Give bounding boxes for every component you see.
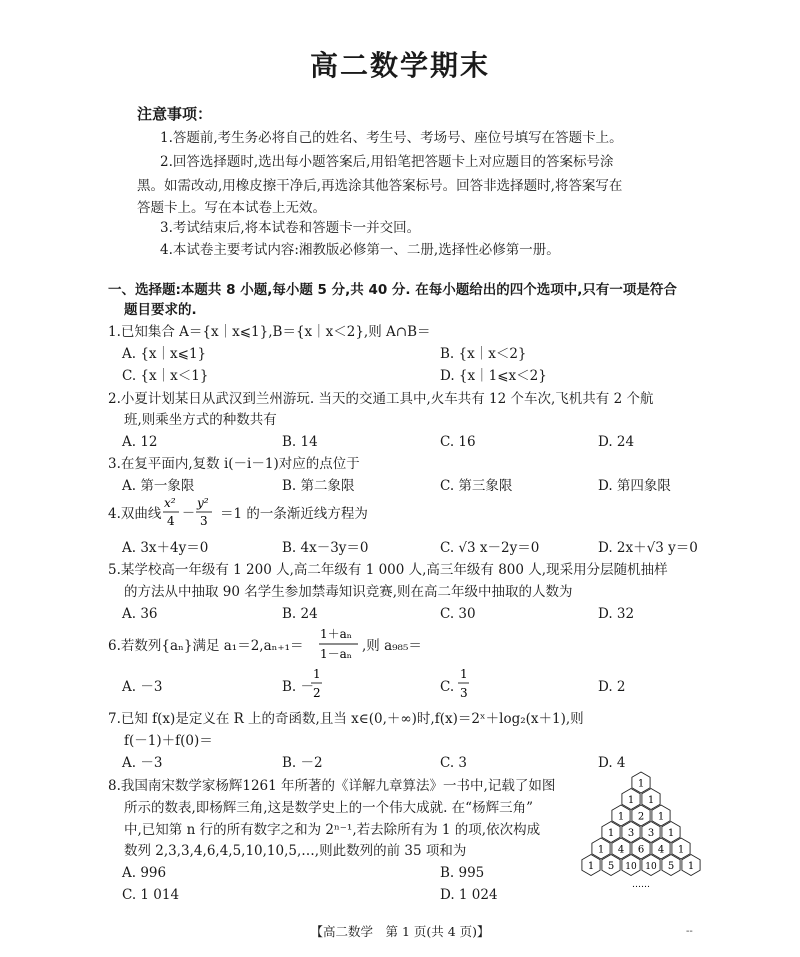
q2-option-b: B. 14	[282, 434, 318, 450]
q1-option-d: D. {x｜1⩽x＜2}	[440, 368, 547, 384]
q7-option-a: A. －3	[122, 755, 163, 771]
q3-option-c: C. 第三象限	[440, 478, 513, 494]
q4-option-b: B. 4x－3y＝0	[282, 540, 369, 556]
triangle-number: 4	[657, 844, 665, 856]
triangle-number: 10	[645, 862, 657, 872]
svg-text:3: 3	[200, 514, 208, 528]
q2-option-c: C. 16	[440, 434, 476, 450]
q8-stem-cont: 中,已知第 n 行的所有数字之和为 2ⁿ⁻¹,若去除所有为 1 的项,依次构成	[124, 822, 541, 838]
q4-stem-pre: 4.双曲线	[108, 506, 162, 522]
page-title: 高二数学期末	[309, 49, 490, 82]
q4-hyperbola-formula	[161, 494, 219, 532]
page-footer: 【高二数学 第 1 页(共 4 页)】	[310, 924, 490, 939]
q6-option-c-label: C.	[440, 679, 455, 695]
q7-stem: 7.已知 f(x)是定义在 R 上的奇函数,且当 x∈(0,＋∞)时,f(x)＝2ˣ＋log₂(x＋1),则	[108, 711, 584, 727]
triangle-number: 5	[667, 861, 675, 872]
q7-option-b: B. －2	[282, 755, 323, 771]
q8-stem-cont: 所示的数表,即杨辉三角,这是数学史上的一个伟大成就. 在“杨辉三角”	[124, 800, 533, 816]
svg-text:y²: y²	[197, 496, 209, 510]
q6-recurrence-fraction	[318, 624, 360, 664]
q8-stem: 8.我国南宋数学家杨辉1261 年所著的《详解九章算法》一书中,记载了如图	[108, 778, 556, 794]
q5-option-d: D. 32	[598, 606, 635, 622]
q7-stem-cont: f(－1)＋f(0)＝	[124, 733, 213, 749]
q6-option-b-label: B. －	[282, 679, 315, 695]
triangle-number: 1	[687, 861, 695, 872]
q1-option-a: A. {x｜x⩽1}	[122, 346, 207, 362]
q6-stem-pre: 6.若数列{aₙ}满足 a₁＝2,aₙ₊₁＝	[108, 638, 304, 654]
triangle-number: 1	[657, 811, 665, 823]
q8-option-c: C. 1 014	[122, 887, 180, 903]
notice-heading: 注意事项：	[137, 105, 213, 123]
svg-text:2: 2	[313, 686, 321, 700]
triangle-number: 3	[627, 828, 635, 839]
triangle-number: 1	[677, 844, 685, 856]
q6-option-c	[440, 677, 454, 697]
q2-stem: 2.小夏计划某日从武汉到兰州游玩. 当天的交通工具中,火车共有 12 个车次,飞机共有 2 个航	[108, 391, 654, 407]
q3-option-b: B. 第二象限	[282, 478, 355, 494]
yang-hui-triangle-figure	[576, 768, 706, 894]
q1-stem: 1.已知集合 A＝{x｜x⩽1},B＝{x｜x＜2},则 A∩B＝	[108, 324, 431, 340]
triangle-number: 10	[625, 862, 637, 872]
triangle-number: 1	[647, 795, 655, 806]
q8-option-d: D. 1 024	[440, 887, 498, 903]
triangle-number: 5	[607, 861, 615, 872]
notice-line: 黑。如需改动,用橡皮擦干净后,再选涂其他答案标号。回答非选择题时,将答案写在	[137, 178, 623, 194]
q5-stem-cont: 的方法从中抽取 90 名学生参加禁毒知识竞赛,则在高二年级中抽取的人数为	[124, 584, 573, 600]
q5-stem: 5.某学校高一年级有 1 200 人,高二年级有 1 000 人,高三年级有 800 人,现采用分层随机抽样	[108, 562, 668, 578]
notice-line: 2.回答选择题时,选出每小题答案后,用铅笔把答题卡上对应题目的答案标号涂	[160, 154, 614, 170]
triangle-number: 1	[587, 861, 595, 872]
q3-option-d: D. 第四象限	[598, 478, 671, 494]
triangle-number: 1	[637, 778, 645, 790]
triangle-number: 1	[597, 844, 605, 856]
notice-line: 3.考试结束后,将本试卷和答题卡一并交回。	[160, 220, 421, 236]
svg-text:1: 1	[460, 667, 468, 681]
section-heading: 一、选择题:本题共 8 小题,每小题 5 分,共 40 分. 在每小题给出的四个选项中,只有一项是符合	[108, 282, 677, 298]
notice-line: 1.答题前,考生务必将自己的姓名、考生号、考场号、座位号填写在答题卡上。	[160, 130, 623, 146]
q6-option-b-fraction	[310, 665, 324, 703]
q2-option-d: D. 24	[598, 434, 635, 450]
q8-option-a: A. 996	[122, 865, 167, 881]
triangle-number: 4	[617, 844, 625, 856]
notice-line: 答题卡上。写在本试卷上无效。	[137, 200, 326, 216]
q6-option-c-fraction	[457, 665, 471, 703]
svg-text:4: 4	[167, 514, 175, 528]
q6-stem-post: ,则 a₉₈₅＝	[362, 638, 422, 654]
q8-stem-cont: 数列 2,3,3,4,6,4,5,10,10,5,…,则此数列的前 35 项和为	[124, 843, 467, 859]
triangle-number: 1	[607, 828, 615, 839]
svg-text:1＋aₙ: 1＋aₙ	[320, 627, 352, 641]
svg-text:1: 1	[313, 667, 321, 681]
q5-option-c: C. 30	[440, 606, 476, 622]
triangle-number: 3	[647, 828, 655, 839]
q1-option-b: B. {x｜x＜2}	[440, 346, 527, 362]
q4-stem-post: ＝1 的一条渐近线方程为	[220, 506, 368, 522]
q2-option-a: A. 12	[122, 434, 158, 450]
notice-line: 4.本试卷主要考试内容:湘教版必修第一、二册,选择性必修第一册。	[160, 242, 560, 258]
svg-text:x²: x²	[164, 496, 176, 510]
q5-option-a: A. 36	[122, 606, 158, 622]
q3-stem: 3.在复平面内,复数 i(－i－1)对应的点位于	[108, 456, 360, 472]
q4-option-a: A. 3x＋4y＝0	[122, 540, 209, 556]
triangle-number: 6	[637, 844, 645, 856]
triangle-ellipsis: ……	[632, 880, 650, 890]
q2-stem-cont: 班,则乘坐方式的种数共有	[124, 412, 277, 428]
q6-option-d: D. 2	[598, 679, 626, 695]
triangle-number: 1	[627, 795, 635, 806]
q7-option-d: D. 4	[598, 755, 626, 771]
q6-option-a: A. －3	[122, 679, 163, 695]
q3-option-a: A. 第一象限	[122, 478, 195, 494]
triangle-number: 2	[637, 811, 645, 823]
q5-option-b: B. 24	[282, 606, 318, 622]
svg-text:1－aₙ: 1－aₙ	[320, 647, 352, 661]
q4-option-c: C. √3 x－2y＝0	[440, 540, 540, 556]
corner-mark: --	[686, 926, 693, 937]
q7-option-c: C. 3	[440, 755, 468, 771]
section-heading-cont: 题目要求的.	[124, 302, 197, 318]
svg-text:－: －	[182, 506, 196, 521]
q4-option-d: D. 2x＋√3 y＝0	[598, 540, 698, 556]
svg-text:3: 3	[460, 686, 468, 700]
triangle-number: 1	[617, 811, 625, 823]
triangle-number: 1	[667, 828, 675, 839]
q8-option-b: B. 995	[440, 865, 485, 881]
q1-option-c: C. {x｜x＜1}	[122, 368, 209, 384]
